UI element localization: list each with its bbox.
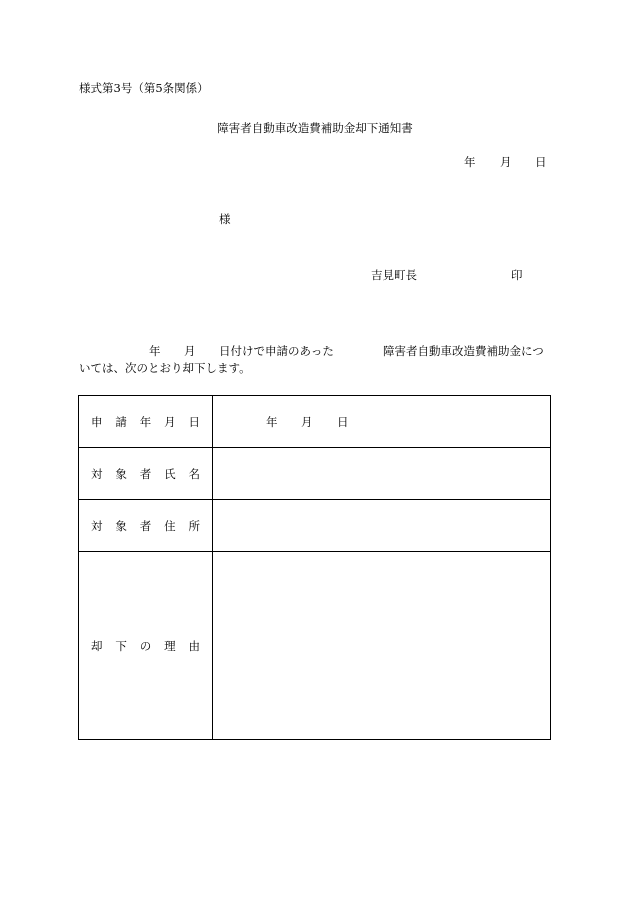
notice-body [79, 343, 550, 377]
notice-body-line-2: いては、次のとおり却下します。 [79, 361, 251, 375]
application-date-field[interactable] [213, 396, 551, 448]
rejection-details-table [78, 395, 551, 740]
table-row-subject-address [79, 500, 551, 552]
application-date-day: 日 [337, 414, 349, 429]
table-row-subject-name [79, 448, 551, 500]
table-row-rejection-reason [79, 552, 551, 740]
label-application-date: 申 請 年 月 日 [79, 396, 213, 448]
body-subject: 障害者自動車改造費補助金につ [383, 344, 544, 358]
addressee-honorific: 様 [219, 212, 231, 226]
label-subject-address: 対 象 者 住 所 [79, 500, 213, 552]
application-date-month: 月 [301, 414, 313, 429]
subject-address-field[interactable] [213, 500, 551, 552]
form-number: 様式第3号（第5条関係） [79, 81, 209, 95]
document-title: 障害者自動車改造費補助金却下通知書 [217, 121, 413, 135]
rejection-reason-field[interactable] [213, 552, 551, 740]
body-month: 月 [184, 344, 196, 358]
table-row-application-date [79, 396, 551, 448]
seal-mark: 印 [511, 268, 523, 282]
application-date-year: 年 [266, 414, 278, 429]
notice-date-year: 年 [464, 155, 476, 169]
label-subject-name: 対 象 者 氏 名 [79, 448, 213, 500]
subject-name-field[interactable] [213, 448, 551, 500]
notice-date-day: 日 [535, 155, 547, 169]
body-day-clause: 日付けで申請のあった [219, 344, 334, 358]
label-rejection-reason: 却 下 の 理 由 [79, 552, 213, 740]
notice-date-month: 月 [500, 155, 512, 169]
issuer-name: 吉見町長 [371, 268, 417, 282]
notice-body-line-1 [79, 343, 550, 360]
body-year: 年 [149, 344, 161, 358]
